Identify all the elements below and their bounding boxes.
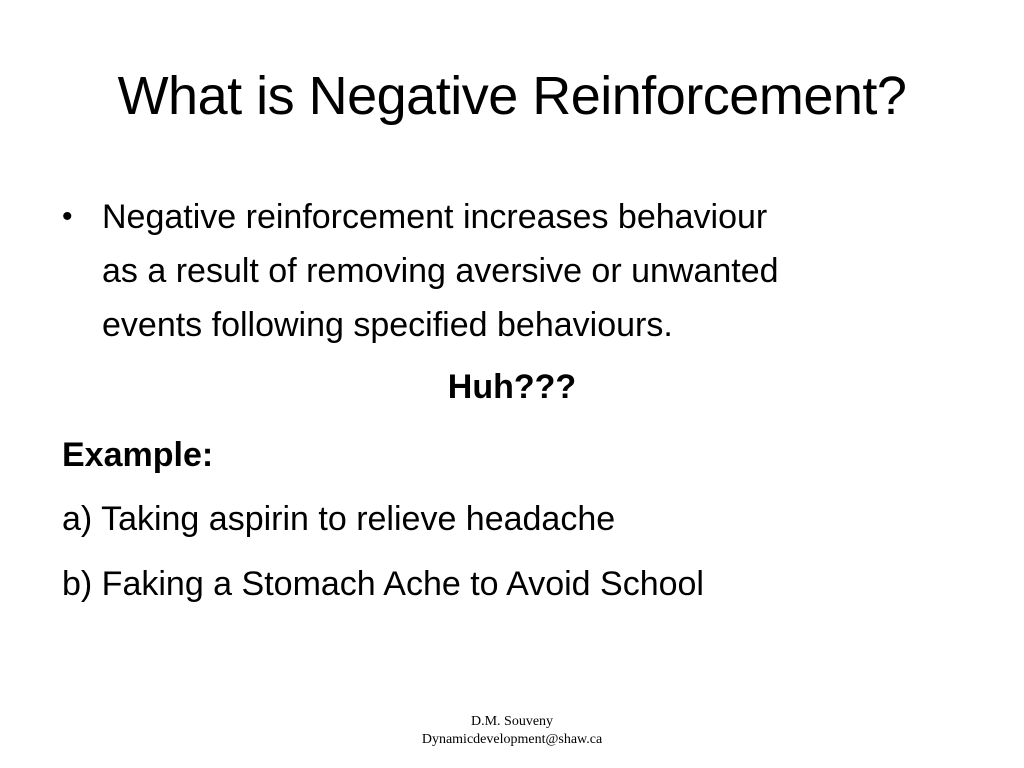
bullet-text [102, 190, 952, 352]
example-item-a: a) Taking aspirin to relieve headache [62, 500, 616, 538]
bullet-line: as a result of removing aversive or unwanted [102, 252, 779, 290]
footer-email: Dynamicdevelopment@shaw.ca [421, 732, 603, 747]
exclamation-text: Huh??? [447, 368, 577, 406]
bullet-line: events following specified behaviours. [102, 306, 673, 344]
example-label: Example: [62, 436, 214, 474]
bullet-point [62, 190, 952, 352]
footer-author: D.M. Souveny [470, 714, 554, 729]
slide-footer [0, 713, 1024, 749]
example-item-b: b) Faking a Stomach Ache to Avoid School [62, 565, 704, 603]
slide-title: What is Negative Reinforcement? [117, 66, 907, 126]
bullet-marker: • [62, 200, 73, 233]
bullet-line: Negative reinforcement increases behaviour [102, 198, 768, 236]
